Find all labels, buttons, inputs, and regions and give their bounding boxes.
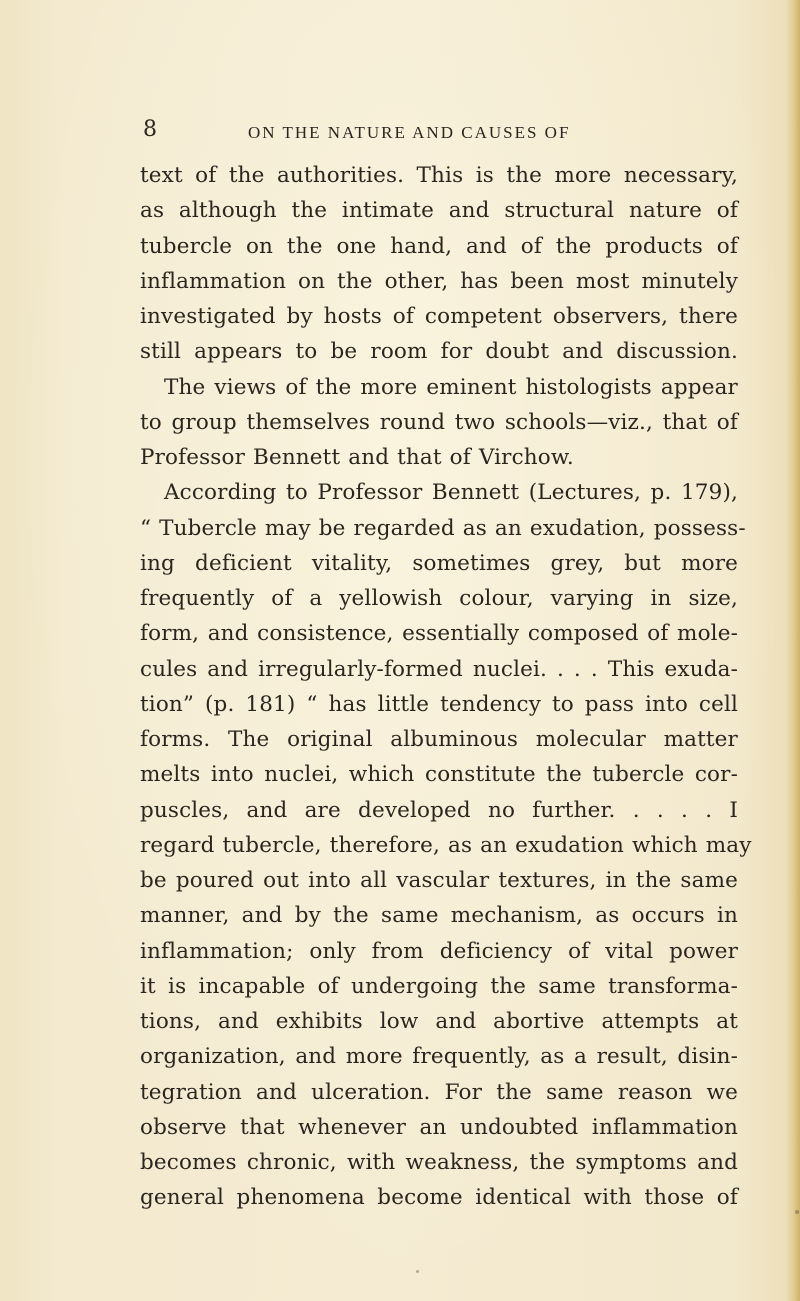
page-number: 8 <box>143 117 158 142</box>
text-line: still appears to be room for doubt and discussion. <box>140 339 738 365</box>
text-line: manner, and by the same mechanism, as occurs in <box>140 903 738 929</box>
text-line: forms. The original albuminous molecular matter <box>140 727 738 752</box>
text-line: observe that whenever an undoubted inflammation <box>140 1114 738 1140</box>
text-line: tion” (p. 181) “ has little tendency to pass into cell <box>140 691 738 717</box>
text-line: regard tubercle, therefore, as an exudation which may <box>140 832 752 858</box>
text-line: According to Professor Bennett (Lectures, p. 179), <box>164 480 738 506</box>
text-line: tegration and ulceration. For the same reason we <box>140 1079 738 1105</box>
body-text <box>140 158 752 1216</box>
text-line: tions, and exhibits low and abortive attempts at <box>140 1009 738 1034</box>
text-line: Professor Bennett and that of Virchow. <box>140 445 574 470</box>
text-line: organization, and more frequently, as a result, disin- <box>140 1044 738 1070</box>
ink-speck <box>795 1210 799 1214</box>
text-line: as although the intimate and structural nature of <box>140 198 738 224</box>
text-line: melts into nuclei, which constitute the tubercle cor- <box>140 762 738 788</box>
text-line: cules and irregularly-formed nuclei. . . . This exuda- <box>140 656 738 682</box>
text-line: The views of the more eminent histologists appear <box>164 374 738 400</box>
text-line: tubercle on the one hand, and of the products of <box>140 233 738 259</box>
text-line: inflammation; only from deficiency of vital power <box>140 938 738 964</box>
text-line: it is incapable of undergoing the same transforma- <box>140 973 738 999</box>
text-line: be poured out into all vascular textures, in the same <box>140 868 738 893</box>
page-edge <box>786 0 800 1301</box>
text-line: ing deficient vitality, sometimes grey, but more <box>140 550 738 576</box>
text-line: becomes chronic, with weakness, the symptoms and <box>140 1150 738 1175</box>
text-line: “ Tubercle may be regarded as an exudation, possess- <box>140 515 746 541</box>
text-line: frequently of a yellowish colour, varying in size, <box>140 586 738 611</box>
text-line: puscles, and are developed no further. . . . . I <box>140 797 738 823</box>
page-header <box>0 116 800 150</box>
text-line: form, and consistence, essentially composed of mole- <box>140 621 738 647</box>
text-line: investigated by hosts of competent observers, there <box>140 304 738 329</box>
text-line: text of the authorities. This is the more necessary, <box>140 163 738 188</box>
text-line: to group themselves round two schools—viz., that of <box>140 409 738 435</box>
running-head: ON THE NATURE AND CAUSES OF <box>248 123 571 142</box>
text-line: inflammation on the other, has been most minutely <box>140 268 738 294</box>
text-line: general phenomena become identical with those of <box>140 1185 738 1211</box>
ink-speck <box>416 1270 419 1273</box>
